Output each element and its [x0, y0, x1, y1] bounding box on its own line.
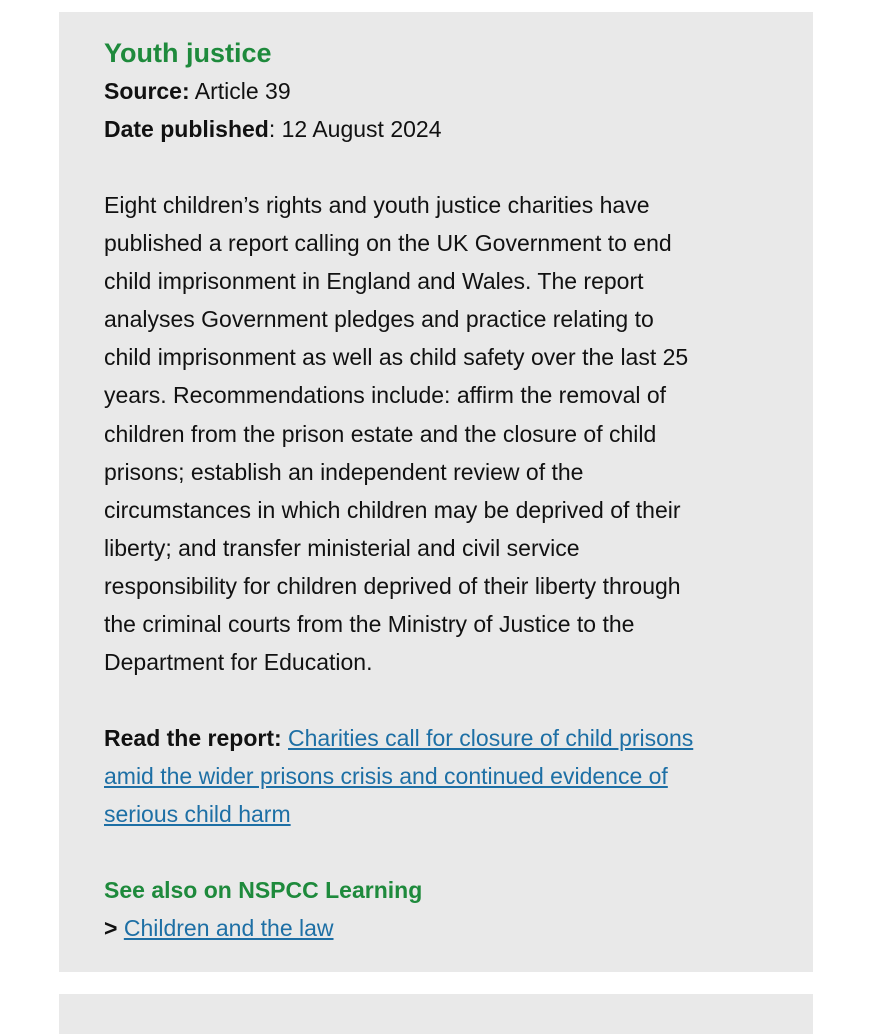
next-card [59, 994, 813, 1034]
source-label: Source: [104, 78, 190, 104]
date-value: : 12 August 2024 [268, 116, 442, 142]
source-value: Article 39 [189, 78, 291, 104]
news-card [59, 12, 813, 972]
date-label: Date published [104, 116, 269, 142]
chevron-right-icon: > [104, 915, 118, 942]
see-also-heading: See also on NSPCC Learning [104, 877, 423, 904]
related-line [104, 909, 784, 947]
article-body: Eight children’s rights and youth justice charities have published a report calling on the UK Government to end child imprisonment in England and Wales. The report analyses Government pledges and practice relating to child imprisonment as well as child safety over the last 25 years. Recommendations include: affirm the removal of children from the prison estate and the closure of child prisons; establish an independent review of the circumstances in which children may be deprived of their liberty; and transfer ministerial and civil service responsibility for children deprived of their liberty through the criminal courts from the Ministry of Justice to the Department for Education. [104, 192, 689, 676]
article-title: Youth justice [104, 38, 272, 68]
date-line [104, 110, 784, 148]
read-report-line [104, 719, 784, 833]
read-report-label: Read the report: [104, 725, 282, 752]
children-and-the-law-link[interactable]: Children and the law [123, 915, 334, 942]
source-line [104, 72, 784, 110]
report-link[interactable]: Charities call for closure of child prisons amid the wider prisons crisis and continued evidence of serious child harm [104, 725, 694, 828]
